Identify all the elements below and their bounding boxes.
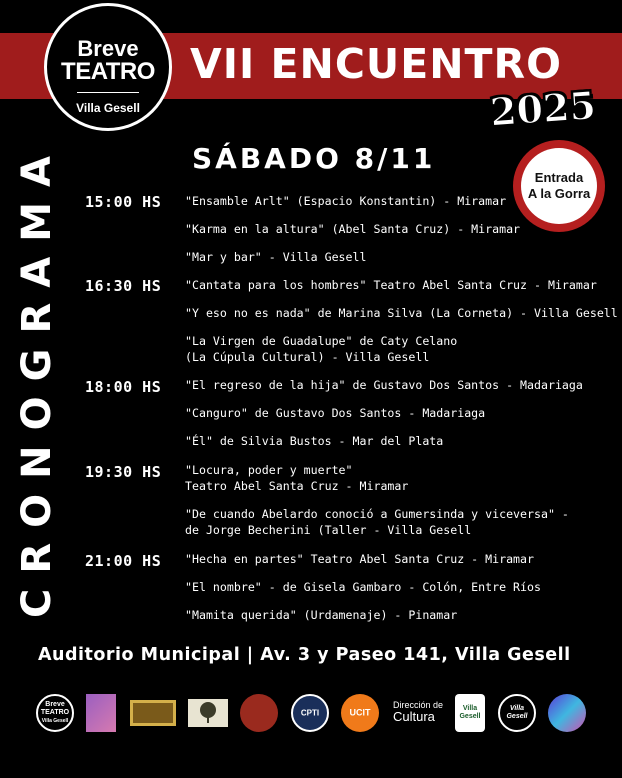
badge-line-1: Entrada xyxy=(534,170,584,185)
show-entry: "Él" de Silvia Bustos - Mar del Plata xyxy=(185,434,444,448)
show-entry: "Y eso no es nada" de Marina Silva (La Corneta) - Villa Gesell xyxy=(185,306,618,320)
golden-frame-logo xyxy=(130,700,176,726)
cultura-text: Cultura xyxy=(393,709,435,724)
tree-icon xyxy=(188,699,228,727)
show-entry: "El regreso de la hija" de Gustavo Dos Santos - Madariaga xyxy=(185,378,583,392)
show-entry: "Karma en la altura" (Abel Santa Cruz) - Miramar xyxy=(185,222,521,236)
badge-line-2: A la Gorra xyxy=(527,186,591,201)
direccion-text: Dirección de xyxy=(393,700,444,710)
villa-gesell-circle-logo xyxy=(498,694,536,732)
direccion-cultura-logo xyxy=(393,700,449,738)
show-entry: "Canguro" de Gustavo Dos Santos - Madariaga xyxy=(185,406,486,420)
time-slot: 18:00 HS xyxy=(85,378,162,396)
show-entry: "Locura, poder y muerte" xyxy=(185,463,353,477)
show-entry: "Cantata para los hombres" Teatro Abel Santa Cruz - Miramar xyxy=(185,278,597,292)
show-entry: "Ensamble Arlt" (Espacio Konstantin) - Miramar xyxy=(185,194,507,208)
time-slot: 21:00 HS xyxy=(85,552,162,570)
villa-text: Villa xyxy=(462,705,478,712)
sponsor-teatro-text: TEATRO xyxy=(40,709,70,716)
tree-logo xyxy=(188,699,228,727)
gesell-text: Gesell xyxy=(506,713,528,720)
logo-divider xyxy=(77,92,139,93)
gesell-text: Gesell xyxy=(459,713,481,720)
ucit-text: UCIT xyxy=(349,707,371,718)
show-entry: "El nombre" - de Gisela Gambaro - Colón, Entre Ríos xyxy=(185,580,541,594)
sponsor-breve-text: Breve xyxy=(45,701,65,708)
event-title: VII ENCUENTRO xyxy=(190,40,562,88)
show-entry: (La Cúpula Cultural) - Villa Gesell xyxy=(185,350,430,364)
time-slot: 15:00 HS xyxy=(85,193,162,211)
gradient-brain-logo xyxy=(548,694,586,732)
red-circle-logo xyxy=(240,694,278,732)
venue-address: Auditorio Municipal | Av. 3 y Paseo 141, Villa Gesell xyxy=(38,645,571,665)
day-heading: SÁBADO 8/11 xyxy=(192,142,436,175)
entry-badge xyxy=(513,140,605,232)
show-entry: "La Virgen de Guadalupe" de Caty Celano xyxy=(185,334,458,348)
cpti-logo xyxy=(291,694,329,732)
show-entry: Teatro Abel Santa Cruz - Miramar xyxy=(185,479,409,493)
time-slot: 19:30 HS xyxy=(85,463,162,481)
ucit-logo xyxy=(341,694,379,732)
show-entry: "Mamita querida" (Urdamenaje) - Pinamar xyxy=(185,608,458,622)
time-slot: 16:30 HS xyxy=(85,277,162,295)
logo-text-breve: Breve xyxy=(77,36,139,61)
breve-teatro-sponsor-logo xyxy=(36,694,74,732)
side-title: CRONOGRAMA xyxy=(14,141,60,618)
event-year: 2025 xyxy=(488,82,598,135)
sponsor-location-text: Villa Gesell xyxy=(41,718,69,724)
villa-gesell-square-logo xyxy=(455,694,485,732)
purple-theater-logo xyxy=(86,694,116,732)
show-entry: de Jorge Becherini (Taller - Villa Gesell xyxy=(185,523,472,537)
logo-text-location: Villa Gesell xyxy=(76,101,140,115)
show-entry: "Mar y bar" - Villa Gesell xyxy=(185,250,367,264)
villa-text: Villa xyxy=(509,705,525,712)
cpti-text: CPTI xyxy=(300,708,320,718)
show-entry: "De cuando Abelardo conoció a Gumersinda y viceversa" - xyxy=(185,507,569,521)
show-entry: "Hecha en partes" Teatro Abel Santa Cruz - Miramar xyxy=(185,552,535,566)
breve-teatro-logo xyxy=(44,3,172,131)
logo-text-teatro: TEATRO xyxy=(61,58,155,85)
